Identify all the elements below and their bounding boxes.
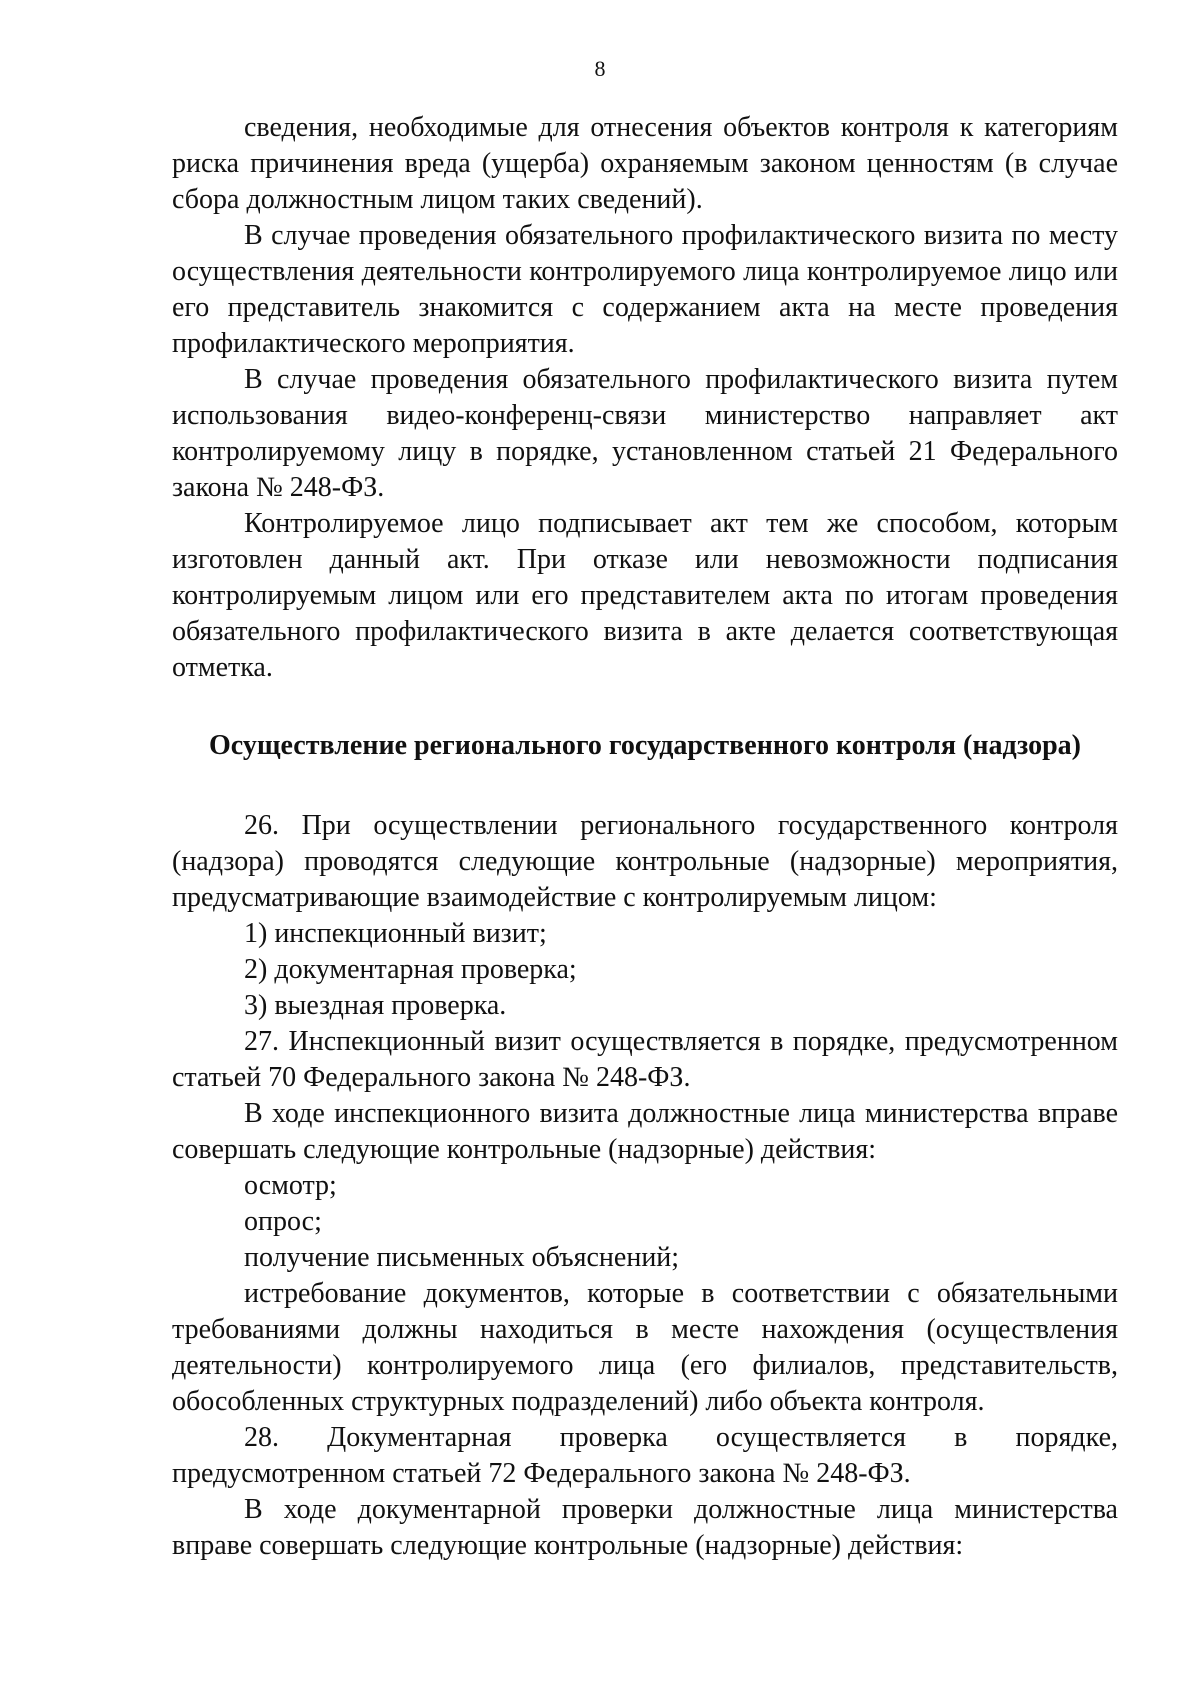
- list-item: осмотр;: [244, 1170, 337, 1201]
- list-item: 3) выездная проверка.: [244, 990, 507, 1021]
- paragraph: В ходе инспекционного визита должностные лица министерства вправе совершать следующие контрольные (надзорные) действия:: [172, 1098, 1118, 1165]
- paragraph: В случае проведения обязательного профилактического визита путем использования видео-конференц-связи министерство направляет акт контролируемому лицу в порядке, установленном статьей 21 Федерального закона № 248-ФЗ.: [172, 364, 1118, 503]
- section-heading: Осуществление регионального государственного контроля (надзора): [209, 730, 1081, 761]
- list-item: истребование документов, которые в соответствии с обязательными требованиями должны находиться в месте нахождения (осуществления деятельности) контролируемого лица (его филиалов, представительств, обособленных структурных подразделений) либо объекта контроля.: [172, 1278, 1118, 1417]
- list-item: 2) документарная проверка;: [244, 954, 577, 985]
- paragraph-item-28: 28. Документарная проверка осуществляется в порядке, предусмотренном статьей 72 Федерального закона № 248-ФЗ.: [172, 1422, 1118, 1489]
- list-item: 1) инспекционный визит;: [244, 918, 547, 949]
- paragraph: В случае проведения обязательного профилактического визита по месту осуществления деятельности контролируемого лица контролируемое лицо или его представитель знакомится с содержанием акта на месте проведения профилактического мероприятия.: [172, 220, 1118, 359]
- list-item: опрос;: [244, 1206, 322, 1237]
- paragraph-continuation: сведения, необходимые для отнесения объектов контроля к категориям риска причинения вреда (ущерба) охраняемым законом ценностям (в случае сбора должностным лицом таких сведений).: [172, 112, 1118, 215]
- page-number: 8: [594, 56, 606, 81]
- document-body: [172, 110, 1118, 1564]
- list-item: получение письменных объяснений;: [244, 1242, 680, 1273]
- paragraph-item-27: 27. Инспекционный визит осуществляется в порядке, предусмотренном статьей 70 Федерального закона № 248-ФЗ.: [172, 1026, 1118, 1093]
- paragraph: В ходе документарной проверки должностные лица министерства вправе совершать следующие контрольные (надзорные) действия:: [172, 1494, 1118, 1561]
- paragraph: Контролируемое лицо подписывает акт тем же способом, которым изготовлен данный акт. При отказе или невозможности подписания контролируемым лицом или его представителем акта по итогам проведения обязательного профилактического визита в акте делается соответствующая отметка.: [172, 508, 1118, 683]
- paragraph-item-26: 26. При осуществлении регионального государственного контроля (надзора) проводятся следующие контрольные (надзорные) мероприятия, предусматривающие взаимодействие с контролируемым лицом:: [172, 810, 1118, 913]
